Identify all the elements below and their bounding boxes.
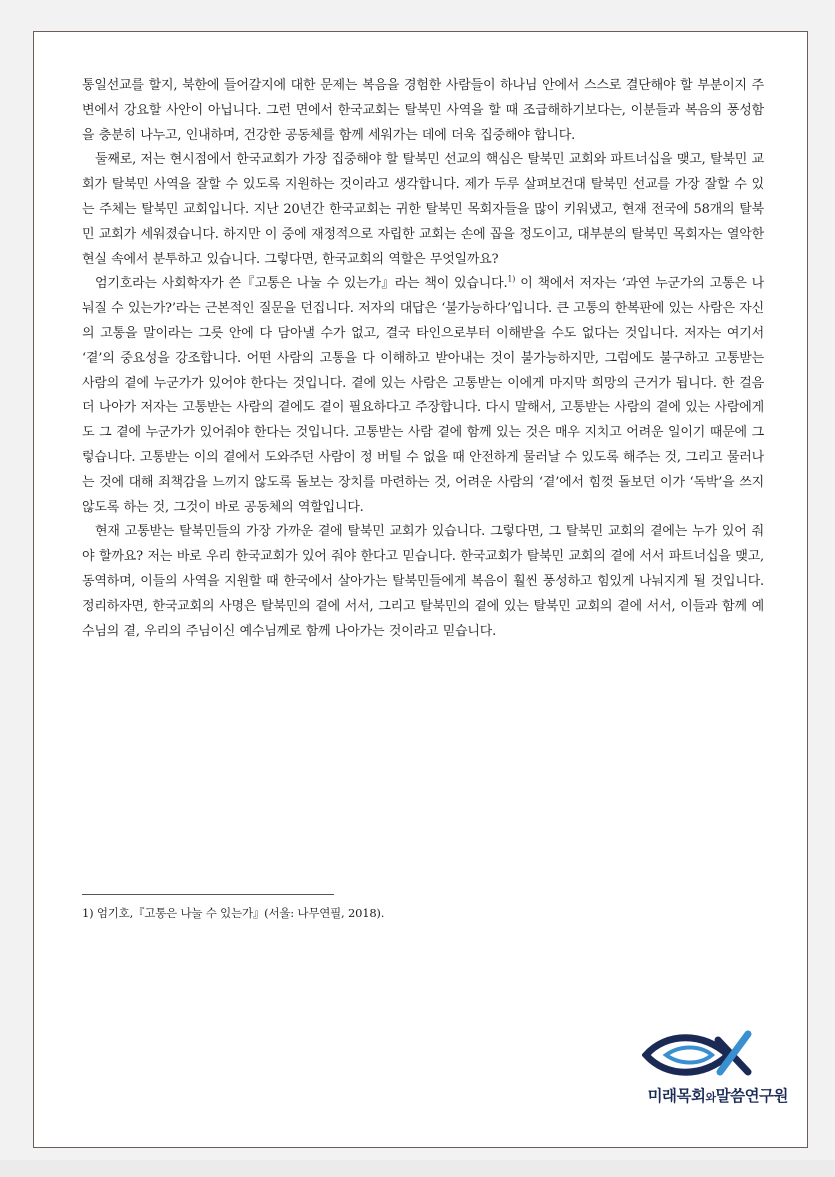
footnote-reference[interactable]: 1) — [507, 275, 516, 285]
paragraph-3-start: 엄기호라는 사회학자가 쓴『고통은 나눌 수 있는가』라는 책이 있습니다. — [95, 276, 508, 292]
document-page — [33, 31, 808, 1148]
viewer-bottom-strip — [0, 1160, 835, 1177]
footnote-divider — [82, 894, 334, 895]
paragraph-2: 둘째로, 저는 현시점에서 한국교회가 가장 집중해야 할 탈북민 선교의 핵심은 탈북민 교회와 파트너십을 맺고, 탈북민 교회가 탈북민 사역을 잘할 수 있도록 지원하는 것이라고 생각합니다. 제가 두루 살펴보건대 탈북민 선교를 가장 잘할 수 있는 주체는 탈북민 교회입니다. 지난 20년간 한국교회는 귀한 탈북민 목회자들을 많이 키워냈고, 현재 전국에 58개의 탈북민 교회가 세워졌습니다. 하지만 이 중에 재정적으로 자립한 교회는 손에 꼽을 정도이고, 대부분의 탈북민 목회자는 열악한 현실 속에서 분투하고 있습니다. 그렇다면, 한국교회의 역할은 무엇일까요? — [82, 152, 764, 267]
paragraph-3-rest: 이 책에서 저자는 ‘과연 누군가의 고통은 나눠질 수 있는가?’라는 근본적인 질문을 던집니다. 저자의 대답은 ‘불가능하다’입니다. 큰 고통의 한복판에 있는 사람은 자신의 고통을 말이라는 그릇 안에 다 담아낼 수가 없고, 결국 타인으로부터 이해받을 수도 없다는 것입니다. 저자는 여기서 ‘곁’의 중요성을 강조합니다. 어떤 사람의 고통을 다 이해하고 받아내는 것이 불가능하지만, 그럼에도 불구하고 고통받는 사람의 곁에 누군가가 있어야 한다는 것입니다. 곁에 있는 사람은 고통받는 이에게 마지막 희망의 근거가 됩니다. 한 걸음 더 나아가 저자는 고통받는 사람의 곁에도 곁이 필요하다고 주장합니다. 다시 말해서, 고통받는 사람의 곁에 있는 사람에게도 그 곁에 누군가가 있어줘야 한다는 것입니다. 고통받는 사람 곁에 함께 있는 것은 매우 지치고 어려운 일이기 때문에 그렇습니다. 고통받는 이의 곁에서 도와주던 사람이 정 버틸 수 없을 때 안전하게 물러날 수 있도록 해주는 것, 그리고 물러나는 것에 대해 죄책감을 느끼지 않도록 돌보는 장치를 마련하는 것, 어려운 사람의 ‘곁’에서 힘껏 돌보던 이가 ‘독박’을 쓰지 않도록 하는 것, 그것이 바로 공동체의 역할입니다. — [82, 276, 764, 515]
organization-name: 미래목회와말씀연구원 — [647, 1087, 788, 1105]
fish-cross-logo-icon — [642, 1028, 757, 1080]
logo — [612, 1028, 788, 1106]
paragraph-4: 현재 고통받는 탈북민들의 가장 가까운 곁에 탈북민 교회가 있습니다. 그렇다면, 그 탈북민 교회의 곁에는 누가 있어 줘야 할까요? 저는 바로 우리 한국교회가 있어 줘야 한다고 믿습니다. 한국교회가 탈북민 교회의 곁에 서서 파트너십을 맺고, 동역하며, 이들의 사역을 지원할 때 한국에서 살아가는 탈북민들에게 복음이 훨씬 풍성하고 힘있게 나눠지게 될 것입니다. 정리하자면, 한국교회의 사명은 탈북민의 곁에 서서, 그리고 탈북민의 곁에 있는 탈북민 교회의 곁에 서서, 이들과 함께 예수님의 곁, 우리의 주님이신 예수님께로 함께 나아가는 것이라고 믿습니다. — [82, 524, 764, 639]
footnote: 1) 엄기호,『고통은 나눌 수 있는가』(서울: 나무연필, 2018). — [82, 906, 385, 920]
body-text — [82, 74, 764, 644]
paragraph-3 — [82, 272, 764, 520]
paragraph-1: 통일선교를 할지, 북한에 들어갈지에 대한 문제는 복음을 경험한 사람들이 하나님 안에서 스스로 결단해야 할 부분이지 주변에서 강요할 사안이 아닙니다. 그런 면에서 한국교회는 탈북민 사역을 할 때 조급해하기보다는, 이분들과 복음의 풍성함을 충분히 나누고, 인내하며, 건강한 공동체를 함께 세워가는 데에 더욱 집중해야 합니다. — [82, 78, 764, 143]
